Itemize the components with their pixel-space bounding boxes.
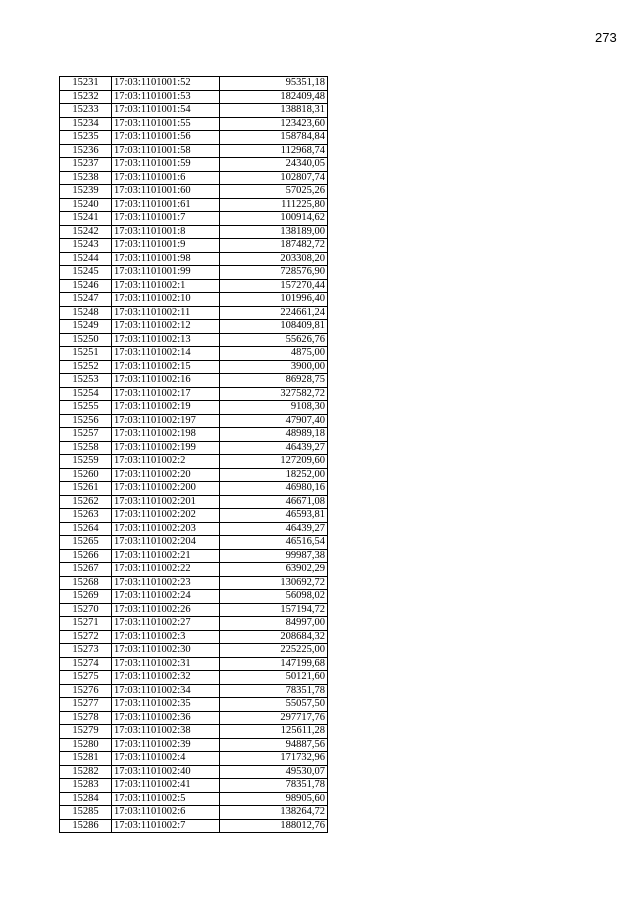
page-number: 273: [595, 30, 617, 45]
table-row: [60, 711, 328, 725]
value-cell: 46439,27: [220, 522, 328, 536]
cadastral-number-cell: 17:03:1101002:39: [112, 738, 220, 752]
row-number-cell: 15269: [60, 590, 112, 604]
row-number-cell: 15237: [60, 158, 112, 172]
table-row: [60, 509, 328, 523]
table-row: [60, 212, 328, 226]
row-number-cell: 15252: [60, 360, 112, 374]
value-cell: 18252,00: [220, 468, 328, 482]
row-number-cell: 15265: [60, 536, 112, 550]
cadastral-number-cell: 17:03:1101002:10: [112, 293, 220, 307]
value-cell: 46516,54: [220, 536, 328, 550]
row-number-cell: 15275: [60, 671, 112, 685]
cadastral-number-cell: 17:03:1101002:11: [112, 306, 220, 320]
value-cell: 138818,31: [220, 104, 328, 118]
cadastral-number-cell: 17:03:1101002:204: [112, 536, 220, 550]
cadastral-number-cell: 17:03:1101002:27: [112, 617, 220, 631]
row-number-cell: 15238: [60, 171, 112, 185]
table-row: [60, 144, 328, 158]
value-cell: 86928,75: [220, 374, 328, 388]
value-cell: 95351,18: [220, 77, 328, 91]
row-number-cell: 15243: [60, 239, 112, 253]
row-number-cell: 15236: [60, 144, 112, 158]
row-number-cell: 15239: [60, 185, 112, 199]
table-row: [60, 441, 328, 455]
value-cell: 46671,08: [220, 495, 328, 509]
table-row: [60, 104, 328, 118]
value-cell: 55057,50: [220, 698, 328, 712]
row-number-cell: 15258: [60, 441, 112, 455]
cadastral-number-cell: 17:03:1101002:19: [112, 401, 220, 415]
value-cell: 84997,00: [220, 617, 328, 631]
table-row: [60, 806, 328, 820]
value-cell: 187482,72: [220, 239, 328, 253]
row-number-cell: 15260: [60, 468, 112, 482]
cadastral-number-cell: 17:03:1101002:23: [112, 576, 220, 590]
value-cell: 157270,44: [220, 279, 328, 293]
cadastral-number-cell: 17:03:1101002:32: [112, 671, 220, 685]
row-number-cell: 15273: [60, 644, 112, 658]
row-number-cell: 15276: [60, 684, 112, 698]
table-row: [60, 630, 328, 644]
cadastral-number-cell: 17:03:1101001:52: [112, 77, 220, 91]
cadastral-number-cell: 17:03:1101002:24: [112, 590, 220, 604]
cadastral-number-cell: 17:03:1101002:203: [112, 522, 220, 536]
value-cell: 55626,76: [220, 333, 328, 347]
cadastral-number-cell: 17:03:1101002:5: [112, 792, 220, 806]
cadastral-number-cell: 17:03:1101002:12: [112, 320, 220, 334]
row-number-cell: 15271: [60, 617, 112, 631]
table-row: [60, 401, 328, 415]
table-row: [60, 617, 328, 631]
row-number-cell: 15270: [60, 603, 112, 617]
row-number-cell: 15253: [60, 374, 112, 388]
table-row: [60, 684, 328, 698]
cadastral-number-cell: 17:03:1101002:2: [112, 455, 220, 469]
row-number-cell: 15286: [60, 819, 112, 833]
cadastral-number-cell: 17:03:1101002:3: [112, 630, 220, 644]
row-number-cell: 15266: [60, 549, 112, 563]
table-row: [60, 671, 328, 685]
value-cell: 102807,74: [220, 171, 328, 185]
table-row: [60, 131, 328, 145]
value-cell: 127209,60: [220, 455, 328, 469]
value-cell: 158784,84: [220, 131, 328, 145]
value-cell: 203308,20: [220, 252, 328, 266]
table-row: [60, 698, 328, 712]
table-row: [60, 333, 328, 347]
table-row: [60, 252, 328, 266]
table-row: [60, 306, 328, 320]
row-number-cell: 15281: [60, 752, 112, 766]
value-cell: 157194,72: [220, 603, 328, 617]
table-row: [60, 779, 328, 793]
row-number-cell: 15264: [60, 522, 112, 536]
table-row: [60, 590, 328, 604]
row-number-cell: 15256: [60, 414, 112, 428]
value-cell: 50121,60: [220, 671, 328, 685]
table-row: [60, 347, 328, 361]
cadastral-number-cell: 17:03:1101001:56: [112, 131, 220, 145]
row-number-cell: 15246: [60, 279, 112, 293]
value-cell: 4875,00: [220, 347, 328, 361]
cadastral-number-cell: 17:03:1101001:9: [112, 239, 220, 253]
value-cell: 138264,72: [220, 806, 328, 820]
table-row: [60, 455, 328, 469]
table-row: [60, 225, 328, 239]
table-row: [60, 279, 328, 293]
cadastral-number-cell: 17:03:1101002:17: [112, 387, 220, 401]
table-row: [60, 239, 328, 253]
cadastral-number-cell: 17:03:1101001:53: [112, 90, 220, 104]
cadastral-number-cell: 17:03:1101002:13: [112, 333, 220, 347]
row-number-cell: 15284: [60, 792, 112, 806]
row-number-cell: 15259: [60, 455, 112, 469]
table-row: [60, 293, 328, 307]
cadastral-number-cell: 17:03:1101002:15: [112, 360, 220, 374]
cadastral-number-cell: 17:03:1101002:38: [112, 725, 220, 739]
cadastral-number-cell: 17:03:1101001:8: [112, 225, 220, 239]
cadastral-number-cell: 17:03:1101001:59: [112, 158, 220, 172]
cadastral-number-cell: 17:03:1101002:20: [112, 468, 220, 482]
cadastral-number-cell: 17:03:1101002:22: [112, 563, 220, 577]
value-cell: 147199,68: [220, 657, 328, 671]
value-cell: 56098,02: [220, 590, 328, 604]
value-cell: 49530,07: [220, 765, 328, 779]
row-number-cell: 15255: [60, 401, 112, 415]
cadastral-number-cell: 17:03:1101002:35: [112, 698, 220, 712]
value-cell: 94887,56: [220, 738, 328, 752]
value-cell: 57025,26: [220, 185, 328, 199]
row-number-cell: 15234: [60, 117, 112, 131]
value-cell: 100914,62: [220, 212, 328, 226]
cadastral-number-cell: 17:03:1101001:6: [112, 171, 220, 185]
value-cell: 225225,00: [220, 644, 328, 658]
value-cell: 111225,80: [220, 198, 328, 212]
cadastral-number-cell: 17:03:1101001:99: [112, 266, 220, 280]
value-cell: 171732,96: [220, 752, 328, 766]
value-cell: 123423,60: [220, 117, 328, 131]
table-row: [60, 765, 328, 779]
row-number-cell: 15232: [60, 90, 112, 104]
row-number-cell: 15263: [60, 509, 112, 523]
cadastral-number-cell: 17:03:1101001:60: [112, 185, 220, 199]
cadastral-number-cell: 17:03:1101002:1: [112, 279, 220, 293]
cadastral-number-cell: 17:03:1101002:31: [112, 657, 220, 671]
table-row: [60, 320, 328, 334]
value-cell: 108409,81: [220, 320, 328, 334]
table-row: [60, 360, 328, 374]
row-number-cell: 15268: [60, 576, 112, 590]
value-cell: 24340,05: [220, 158, 328, 172]
table-row: [60, 90, 328, 104]
cadastral-number-cell: 17:03:1101002:30: [112, 644, 220, 658]
table-row: [60, 158, 328, 172]
value-cell: 78351,78: [220, 779, 328, 793]
table-row: [60, 792, 328, 806]
table-row: [60, 117, 328, 131]
row-number-cell: 15249: [60, 320, 112, 334]
value-cell: 188012,76: [220, 819, 328, 833]
table-row: [60, 725, 328, 739]
cadastral-number-cell: 17:03:1101002:21: [112, 549, 220, 563]
value-cell: 224661,24: [220, 306, 328, 320]
table-row: [60, 603, 328, 617]
row-number-cell: 15242: [60, 225, 112, 239]
value-cell: 130692,72: [220, 576, 328, 590]
row-number-cell: 15244: [60, 252, 112, 266]
value-cell: 297717,76: [220, 711, 328, 725]
value-cell: 78351,78: [220, 684, 328, 698]
value-cell: 728576,90: [220, 266, 328, 280]
cadastral-number-cell: 17:03:1101002:200: [112, 482, 220, 496]
cadastral-number-cell: 17:03:1101002:16: [112, 374, 220, 388]
value-cell: 9108,30: [220, 401, 328, 415]
cadastral-number-cell: 17:03:1101002:7: [112, 819, 220, 833]
value-cell: 327582,72: [220, 387, 328, 401]
cadastral-number-cell: 17:03:1101002:197: [112, 414, 220, 428]
row-number-cell: 15250: [60, 333, 112, 347]
cadastral-number-cell: 17:03:1101001:55: [112, 117, 220, 131]
value-cell: 98905,60: [220, 792, 328, 806]
value-cell: 208684,32: [220, 630, 328, 644]
table-row: [60, 266, 328, 280]
row-number-cell: 15278: [60, 711, 112, 725]
value-cell: 101996,40: [220, 293, 328, 307]
value-cell: 47907,40: [220, 414, 328, 428]
table-row: [60, 77, 328, 91]
row-number-cell: 15279: [60, 725, 112, 739]
cadastral-number-cell: 17:03:1101002:6: [112, 806, 220, 820]
row-number-cell: 15262: [60, 495, 112, 509]
table-row: [60, 414, 328, 428]
row-number-cell: 15247: [60, 293, 112, 307]
cadastral-number-cell: 17:03:1101001:7: [112, 212, 220, 226]
row-number-cell: 15233: [60, 104, 112, 118]
table-row: [60, 738, 328, 752]
cadastral-number-cell: 17:03:1101001:98: [112, 252, 220, 266]
cadastral-number-cell: 17:03:1101002:34: [112, 684, 220, 698]
row-number-cell: 15280: [60, 738, 112, 752]
table-row: [60, 468, 328, 482]
value-cell: 99987,38: [220, 549, 328, 563]
row-number-cell: 15267: [60, 563, 112, 577]
row-number-cell: 15285: [60, 806, 112, 820]
row-number-cell: 15254: [60, 387, 112, 401]
cadastral-number-cell: 17:03:1101001:54: [112, 104, 220, 118]
cadastral-number-cell: 17:03:1101001:61: [112, 198, 220, 212]
value-cell: 182409,48: [220, 90, 328, 104]
row-number-cell: 15272: [60, 630, 112, 644]
row-number-cell: 15248: [60, 306, 112, 320]
row-number-cell: 15235: [60, 131, 112, 145]
table-row: [60, 576, 328, 590]
table-row: [60, 428, 328, 442]
table-row: [60, 185, 328, 199]
row-number-cell: 15283: [60, 779, 112, 793]
table-row: [60, 549, 328, 563]
row-number-cell: 15241: [60, 212, 112, 226]
table-row: [60, 522, 328, 536]
cadastral-number-cell: 17:03:1101001:58: [112, 144, 220, 158]
table-row: [60, 198, 328, 212]
row-number-cell: 15277: [60, 698, 112, 712]
cadastral-number-cell: 17:03:1101002:26: [112, 603, 220, 617]
table-row: [60, 495, 328, 509]
row-number-cell: 15240: [60, 198, 112, 212]
value-cell: 46593,81: [220, 509, 328, 523]
table-row: [60, 563, 328, 577]
cadastral-number-cell: 17:03:1101002:198: [112, 428, 220, 442]
cadastral-number-cell: 17:03:1101002:199: [112, 441, 220, 455]
cadastral-number-cell: 17:03:1101002:202: [112, 509, 220, 523]
value-cell: 46980,16: [220, 482, 328, 496]
data-table: [59, 76, 328, 833]
value-cell: 3900,00: [220, 360, 328, 374]
row-number-cell: 15257: [60, 428, 112, 442]
cadastral-number-cell: 17:03:1101002:41: [112, 779, 220, 793]
value-cell: 48989,18: [220, 428, 328, 442]
table-row: [60, 819, 328, 833]
cadastral-number-cell: 17:03:1101002:36: [112, 711, 220, 725]
row-number-cell: 15245: [60, 266, 112, 280]
cadastral-number-cell: 17:03:1101002:14: [112, 347, 220, 361]
row-number-cell: 15251: [60, 347, 112, 361]
row-number-cell: 15282: [60, 765, 112, 779]
table-row: [60, 644, 328, 658]
cadastral-number-cell: 17:03:1101002:201: [112, 495, 220, 509]
value-cell: 112968,74: [220, 144, 328, 158]
row-number-cell: 15231: [60, 77, 112, 91]
table-row: [60, 387, 328, 401]
table-row: [60, 536, 328, 550]
row-number-cell: 15274: [60, 657, 112, 671]
table-row: [60, 752, 328, 766]
row-number-cell: 15261: [60, 482, 112, 496]
table-row: [60, 171, 328, 185]
cadastral-number-cell: 17:03:1101002:4: [112, 752, 220, 766]
table-row: [60, 657, 328, 671]
value-cell: 138189,00: [220, 225, 328, 239]
table-row: [60, 482, 328, 496]
table-row: [60, 374, 328, 388]
value-cell: 46439,27: [220, 441, 328, 455]
table-body: [60, 77, 328, 833]
cadastral-number-cell: 17:03:1101002:40: [112, 765, 220, 779]
value-cell: 125611,28: [220, 725, 328, 739]
value-cell: 63902,29: [220, 563, 328, 577]
